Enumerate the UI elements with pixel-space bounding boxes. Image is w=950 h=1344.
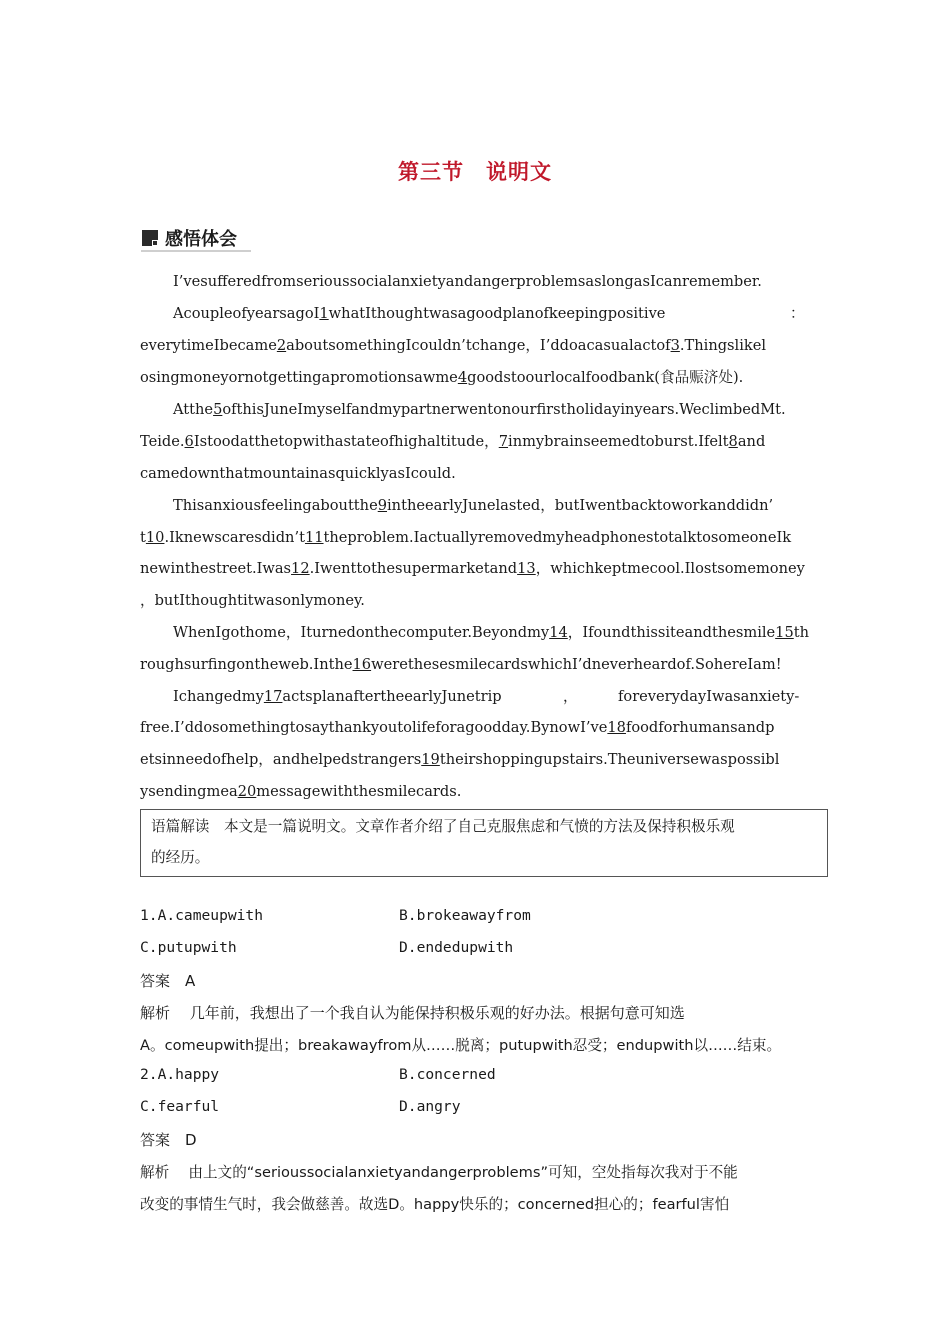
passage-line (140, 591, 365, 611)
passage-line (173, 496, 773, 516)
blank-number: 13 (517, 560, 536, 577)
explanation-line: 解析 几年前，我想出了一个我自认为能保持积极乐观的好办法。根据句意可知选 (140, 1004, 685, 1022)
blank-number: 16 (352, 656, 372, 673)
blank-number: 6 (184, 433, 194, 450)
blank-number: 2 (276, 337, 287, 354)
option-b: B.concerned (399, 1066, 496, 1083)
blank-number: 12 (291, 560, 310, 577)
passage-text: ， (563, 688, 578, 705)
answer-line: 答案 D (140, 1131, 197, 1149)
passage-line (173, 400, 786, 420)
passage-text: .Iknewscaresdidn’t (164, 529, 305, 546)
passage-text: .Iwenttothesupermarketand (309, 560, 518, 577)
blank-number: 10 (145, 529, 165, 546)
option-c: C.putupwith (140, 939, 237, 956)
blank-number: 5 (213, 401, 223, 418)
passage-line (173, 304, 665, 324)
passage-text: and (737, 433, 766, 450)
blank-number: 3 (670, 337, 680, 354)
passage-line (140, 559, 805, 579)
passage-text: roughsurfingontheweb.Inthe (140, 656, 353, 673)
blank-number: 15 (775, 624, 794, 641)
passage-text: th (793, 624, 810, 641)
passage-text: actsplanaftertheearlyJunetrip (282, 688, 502, 705)
blank-number: 20 (237, 783, 257, 800)
section-heading (141, 224, 251, 252)
passage-line (173, 687, 502, 707)
blank-number: 8 (728, 433, 738, 450)
passage-text: everytimeIbecame (140, 337, 277, 354)
blank-number: 17 (263, 688, 283, 705)
passage-text: Ichangedmy (173, 688, 264, 705)
box-text: 语篇解读 本文是一篇说明文。文章作者介绍了自己克服焦虑和气愤的方法及保持积极乐观 (151, 818, 735, 835)
passage-text: messagewiththesmilecards. (256, 783, 462, 800)
passage-text: ofthisJuneImyselfandmypartnerwentonourfirstholidayinyears.WeclimbedMt. (222, 401, 786, 418)
passage-text: WhenIgothome，Iturnedonthecomputer.Beyondmy (173, 624, 550, 641)
passage-text: whatIthoughtwasagoodplanofkeepingpositive (328, 305, 666, 322)
passage-line (140, 750, 779, 770)
passage-line (140, 655, 782, 675)
passage-text: newinthestreet.Iwas (140, 560, 292, 577)
explanation-line: A。comeupwith提出；breakawayfrom从……脱离；putupwith忍受；endupwith以……结束。 (140, 1037, 782, 1054)
passage-text: AcoupleofyearsagoI (173, 305, 320, 322)
passage-text: Atthe (173, 401, 214, 418)
explanation-line: 解析 由上文的“serioussocialanxietyandangerproblems”可知，空处指每次我对于不能 (140, 1164, 738, 1181)
passage-text: foodforhumansandp (625, 719, 775, 736)
passage-text: inmybrainseemedtoburst.Ifelt (508, 433, 729, 450)
passage-text: intheearlyJunelasted，butIwentbacktoworkanddidn’ (387, 497, 774, 514)
passage-text: theirshoppingupstairs.Theuniversewaspossibl (439, 751, 780, 768)
passage-text: Teide. (140, 433, 185, 450)
passage-line (140, 432, 765, 452)
passage-line (140, 368, 743, 388)
passage-text: theproblem.IactuallyremovedmyheadphonestotalktosomeoneIk (323, 529, 792, 546)
passage-line (618, 687, 799, 707)
passage-text: ，Ifoundthissiteandthesmile (567, 624, 776, 641)
passage-line (140, 464, 456, 484)
answer-line: 答案 A (140, 972, 196, 990)
option-d: D.angry (399, 1098, 461, 1115)
passage-text: free.I’ddosomethingtosaythankyoutolifeforagoodday.BynowI’ve (140, 719, 608, 736)
blank-number: 19 (421, 751, 440, 768)
option-a: 2.A.happy (140, 1066, 220, 1083)
passage-text: t (140, 529, 146, 546)
passage-text: Thisanxiousfeelingaboutthe (173, 497, 378, 514)
option-d: D.endedupwith (399, 939, 514, 956)
explanation-line: 改变的事情生气时，我会做慈善。故选D。happy快乐的；concerned担心的；fearful害怕 (140, 1196, 730, 1213)
blank-number: 4 (457, 369, 468, 386)
passage-line (173, 623, 809, 643)
passage-line (140, 336, 766, 356)
passage-text: etsinneedofhelp，andhelpedstrangers (140, 751, 422, 768)
passage-text: I’vesufferedfromserioussocialanxietyandangerproblemsaslongasIcanremember. (173, 273, 762, 290)
blank-number: 7 (498, 433, 509, 450)
passage-text: werethesesmilecardswhichI’dneverheardof.SohereIam! (371, 656, 782, 673)
passage-text: Istoodatthetopwithastateofhighaltitude， (193, 433, 499, 450)
blank-number: 9 (377, 497, 388, 514)
blank-number: 1 (319, 305, 329, 322)
passage-text: osingmoneyornotgettingapromotionsawme (140, 369, 458, 386)
passage-line (140, 718, 774, 738)
passage-line (173, 272, 762, 292)
passage-text: ，whichkeptmecool.Ilostsomemoney (535, 560, 805, 577)
passage-text: ： (790, 305, 805, 322)
passage-line (140, 782, 461, 802)
square-bullet-icon (142, 230, 158, 246)
option-b: B.brokeawayfrom (399, 907, 531, 924)
box-text: 的经历。 (151, 849, 210, 866)
passage-text: camedownthatmountainasquicklyasIcould. (140, 465, 456, 482)
blank-number: 18 (607, 719, 626, 736)
passage-line (790, 304, 805, 324)
blank-number: 14 (549, 624, 568, 641)
page-title: 第三节 说明文 (398, 160, 552, 184)
passage-text: ，butIthoughtitwasonlymoney. (140, 592, 365, 609)
option-c: C.fearful (140, 1098, 220, 1115)
reading-interpretation-box (140, 809, 828, 877)
passage-text: aboutsomethingIcouldn’tchange，I’ddoacasualactof (286, 337, 671, 354)
blank-number: 11 (304, 529, 324, 546)
passage-line (563, 687, 578, 707)
passage-text: .Thingslikel (679, 337, 767, 354)
option-a: 1.A.cameupwith (140, 907, 264, 924)
section-heading-label: 感悟体会 (165, 229, 237, 250)
passage-line (140, 528, 791, 548)
passage-text: foreverydayIwasanxiety- (618, 688, 800, 705)
passage-text: goodstoourlocalfoodbank(食品赈济处). (467, 369, 744, 386)
passage-text: ysendingmea (140, 783, 238, 800)
